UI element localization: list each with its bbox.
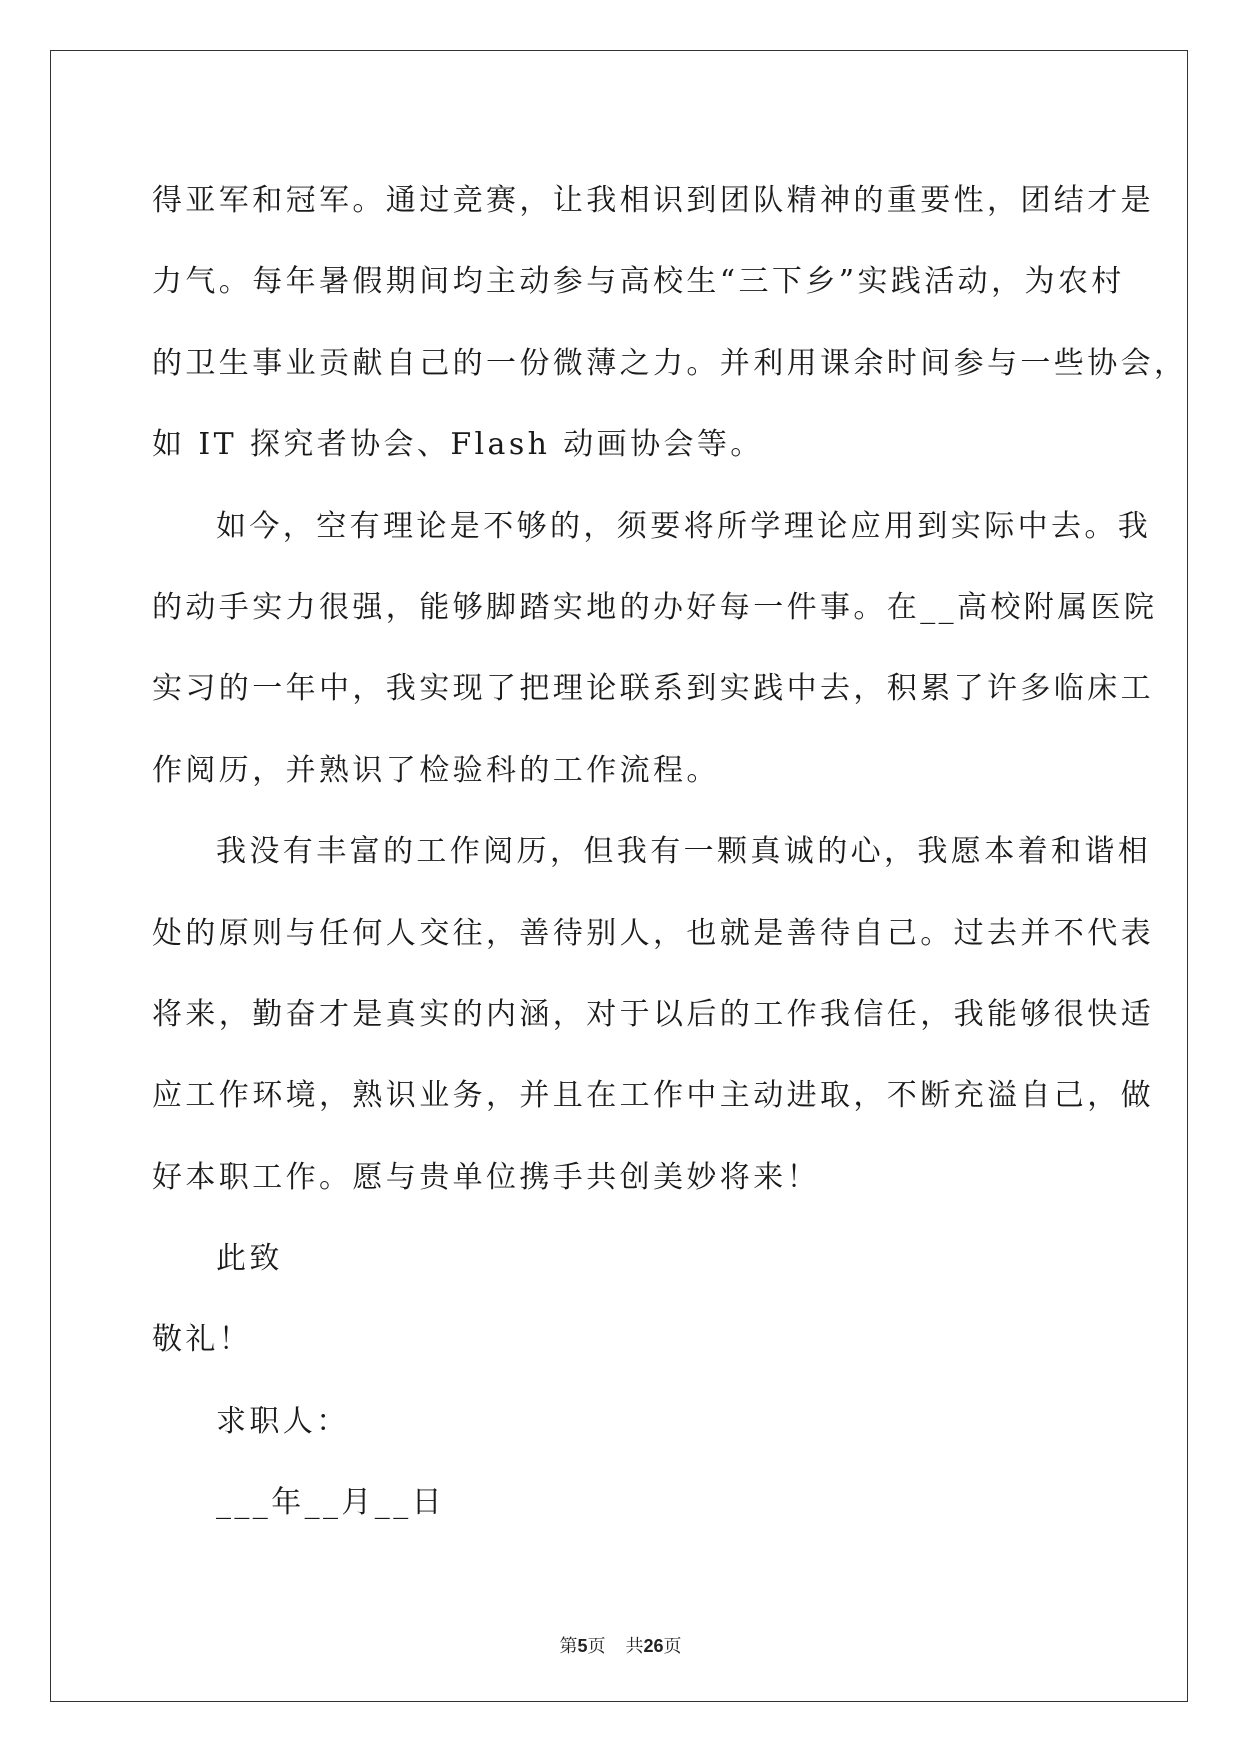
text-line: 我没有丰富的工作阅历，但我有一颗真诚的心，我愿本着和谐相 — [216, 834, 1152, 870]
signature-label: 求职人： — [216, 1403, 350, 1439]
text-line: 实习的一年中，我实现了把理论联系到实践中去，积累了许多临床工 — [152, 671, 1154, 707]
page-suffix: 页 — [587, 1636, 606, 1657]
text-line: 将来，勤奋才是真实的内涵，对于以后的工作我信任，我能够很快适 — [152, 996, 1154, 1032]
text-line: 力气。每年暑假期间均主动参与高校生“三下乡”实践活动，为农村 — [152, 264, 1125, 300]
page-number: 5 — [577, 1636, 588, 1656]
text-line: 应工作环境，熟识业务，并且在工作中主动进取，不断充溢自己，做 — [152, 1078, 1154, 1114]
text-line: 的卫生事业贡献自己的一份微薄之力。并利用课余时间参与一些协会， — [152, 345, 1188, 381]
text-line: 如 IT 探究者协会、Flash 动画协会等。 — [152, 427, 764, 463]
text-line: 得亚军和冠军。通过竞赛，让我相识到团队精神的重要性，团结才是 — [152, 183, 1154, 218]
total-suffix: 页 — [663, 1636, 682, 1657]
page-prefix: 第 — [559, 1636, 578, 1657]
text-line: 如今，空有理论是不够的，须要将所学理论应用到实际中去。我 — [216, 508, 1152, 544]
total-pages: 26 — [643, 1636, 664, 1656]
closing: 此致 — [216, 1241, 283, 1277]
text-line: 作阅历，并熟识了检验科的工作流程。 — [152, 752, 720, 788]
date-line: ___年__月__日 — [216, 1485, 445, 1521]
text-line: 好本职工作。愿与贵单位携手共创美妙将来！ — [152, 1159, 820, 1195]
page-footer — [0, 1632, 1241, 1658]
text-line: 处的原则与任何人交往，善待别人，也就是善待自己。过去并不代表 — [152, 915, 1154, 951]
letter-body — [152, 160, 1188, 1544]
salutation: 敬礼！ — [152, 1322, 253, 1358]
total-prefix: 共 — [625, 1636, 644, 1657]
text-line: 的动手实力很强，能够脚踏实地的办好每一件事。在__高校附属医院 — [152, 589, 1158, 625]
